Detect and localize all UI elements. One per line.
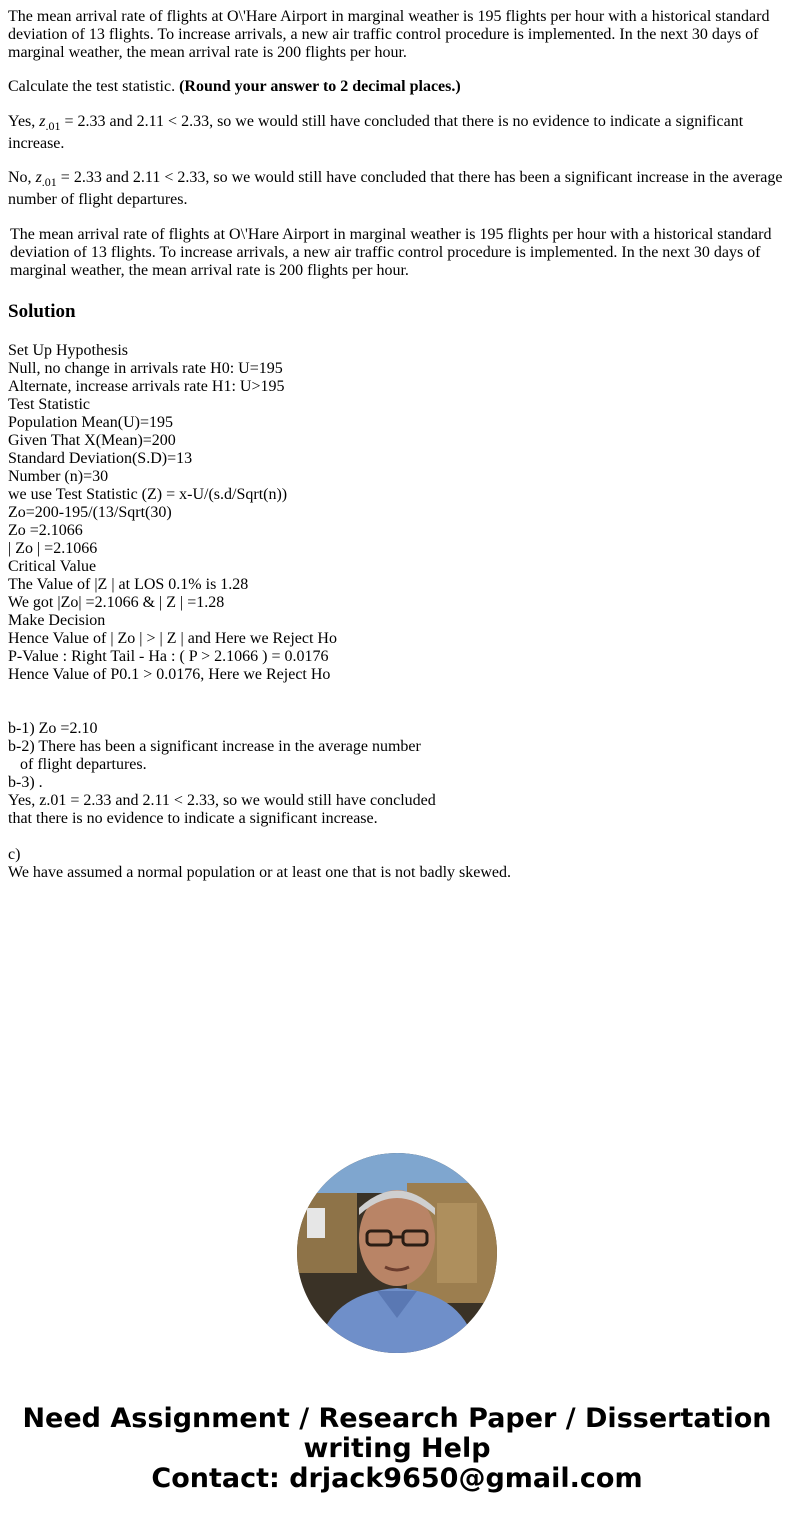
solution-line: Set Up Hypothesis [8, 342, 128, 359]
part-c-line: c) [8, 846, 21, 863]
option-yes-rest: = 2.33 and 2.11 < 2.33, so we would still have concluded that there is no evidence to indicate a significant increase. [8, 113, 744, 152]
avatar-portrait-image [297, 1153, 497, 1353]
solution-line: Alternate, increase arrivals rate H1: U>195 [8, 378, 285, 395]
part-c-line: We have assumed a normal population or at least one that is not badly skewed. [8, 864, 512, 881]
solution-line: Given That X(Mean)=200 [8, 432, 176, 449]
option-yes-prefix: Yes, [8, 113, 40, 130]
footer-contact: Contact: drjack9650@gmail.com [151, 1463, 643, 1494]
question-intro: The mean arrival rate of flights at O\'Hare Airport in marginal weather is 195 flights per hour with a historical standard deviation of 13 flights. To increase arrivals, a new air traffic control procedure is implemented. In the next 30 days of marginal weather, the mean arrival rate is 200 flights per hour. [8, 8, 770, 61]
solution-line: Test Statistic [8, 396, 90, 413]
option-yes-sub: .01 [45, 119, 61, 134]
promo-footer [0, 1404, 794, 1494]
solution-line: we use Test Statistic (Z) = x-U/(s.d/Sqrt(n)) [8, 486, 288, 503]
question-repeat: The mean arrival rate of flights at O\'Hare Airport in marginal weather is 195 flights per hour with a historical standard deviation of 13 flights. To increase arrivals, a new air traffic control procedure is implemented. In the next 30 days of marginal weather, the mean arrival rate is 200 flights per hour. [10, 226, 772, 279]
answer-line: b-2) There has been a significant increase in the average number [8, 738, 421, 755]
answer-line: Yes, z.01 = 2.33 and 2.11 < 2.33, so we would still have concluded [8, 792, 436, 809]
answer-line: of flight departures. [8, 756, 147, 773]
spacer [8, 828, 788, 846]
solution-line: P-Value : Right Tail - Ha : ( P > 2.1066 ) = 0.0176 [8, 648, 329, 665]
footer-line-2: writing Help [303, 1433, 491, 1464]
solution-line: Hence Value of | Zo | > | Z | and Here we Reject Ho [8, 630, 337, 647]
option-no-z: z [35, 169, 42, 186]
question-calc-instruction [8, 78, 788, 96]
solution-line: Hence Value of P0.1 > 0.0176, Here we Reject Ho [8, 666, 331, 683]
solution-line: Number (n)=30 [8, 468, 109, 485]
option-no-sub: .01 [41, 175, 57, 190]
solution-heading: Solution [8, 301, 76, 322]
solution-line: Null, no change in arrivals rate H0: U=195 [8, 360, 283, 377]
option-yes-z: z [39, 113, 46, 130]
calc-rounding-note: (Round your answer to 2 decimal places.) [179, 78, 461, 95]
option-no [8, 167, 788, 211]
solution-body [8, 342, 788, 882]
solution-line: | Zo | =2.1066 [8, 540, 98, 557]
answer-line: that there is no evidence to indicate a significant increase. [8, 810, 378, 827]
spacer [8, 684, 788, 702]
footer-line-1: Need Assignment / Research Paper / Dissertation [22, 1403, 772, 1434]
calc-prefix: Calculate the test statistic. [8, 78, 180, 95]
solution-line: The Value of |Z | at LOS 0.1% is 1.28 [8, 576, 249, 593]
solution-line: Standard Deviation(S.D)=13 [8, 450, 193, 467]
solution-line: Zo =2.1066 [8, 522, 83, 539]
solution-line: Population Mean(U)=195 [8, 414, 173, 431]
answer-line: b-3) . [8, 774, 43, 791]
option-no-rest: = 2.33 and 2.11 < 2.33, so we would still have concluded that there has been a significant increase in the average number of flight departures. [8, 169, 783, 208]
solution-line: Make Decision [8, 612, 106, 629]
option-no-prefix: No, [8, 169, 36, 186]
answer-line: b-1) Zo =2.10 [8, 720, 98, 737]
option-yes [8, 111, 788, 155]
solution-line: Critical Value [8, 558, 97, 575]
solution-line: We got |Zo| =2.1066 & | Z | =1.28 [8, 594, 225, 611]
author-avatar [297, 1153, 497, 1353]
spacer [8, 702, 788, 720]
solution-line: Zo=200-195/(13/Sqrt(30) [8, 504, 172, 521]
